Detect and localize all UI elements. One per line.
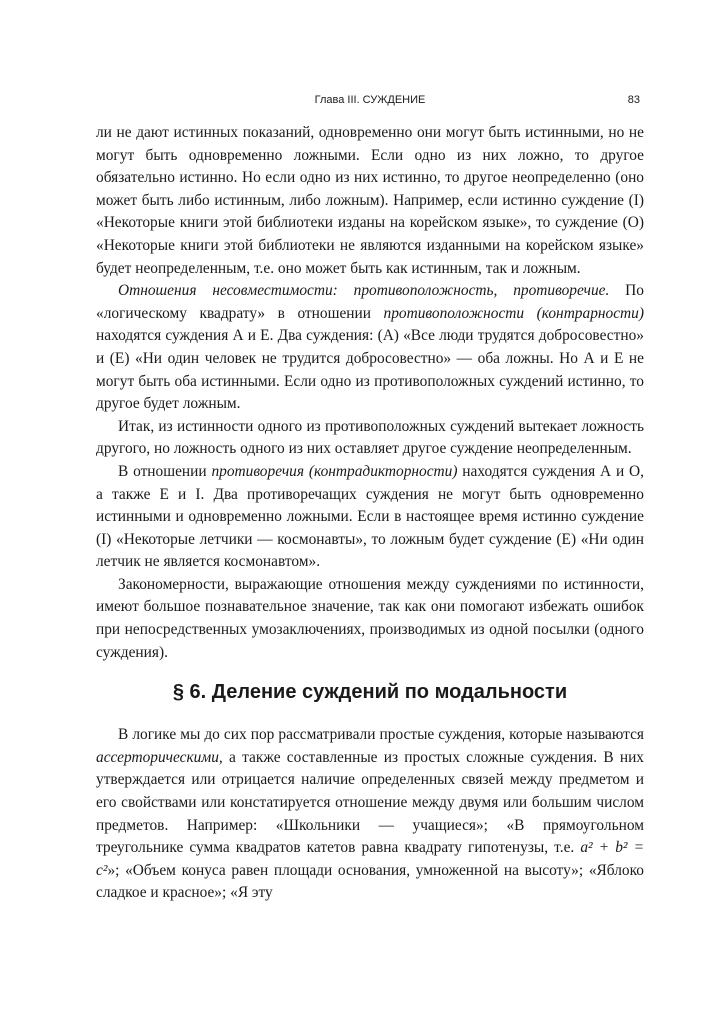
paragraph-2 xyxy=(96,280,644,416)
page-body xyxy=(96,122,644,905)
paragraph-4 xyxy=(96,461,644,574)
paragraph-4-text-a: В отношении xyxy=(118,462,212,480)
paragraph-2-term: противоположности (контрарности) xyxy=(383,304,644,322)
paragraph-1: ли не дают истинных показаний, одновременно они могут быть истинными, но не могут быть одновременно ложными. Если одно из них ложно, то другое обязательно истинно. Но если одно из них истинно, то другое неопределенно (оно может быть либо истинным, либо ложным). Например, если истинно суждение (I) «Некоторые книги этой библиотеки изданы на корейском языке», то суждение (О) «Некоторые книги этой библиотеки не являются изданными на корейском языке» будет неопределенным, т.е. оно может быть как истинным, так и ложным. xyxy=(96,124,644,277)
paragraph-6-text-b: а также составленные из простых сложные суждения. В них утверждается или отрицается наличие определенных связей между предметом и его свойствами или констатируется отношение между двумя или большим числом предметов. Например: «Школьники — учащиеся»; «В прямоугольном треугольнике сумма квадратов катетов равна квадрату гипотенузы, т.е. xyxy=(96,748,644,857)
section-heading: § 6. Деление суждений по модальности xyxy=(172,681,568,704)
paragraph-6-term: ассерторическими, xyxy=(96,748,223,766)
paragraph-2-lead: Отношения несовместимости: противоположность, противоречие. xyxy=(118,282,610,300)
running-header xyxy=(96,94,644,110)
paragraph-4-term: противоречия (контрадикторности) xyxy=(211,462,458,480)
paragraph-6-text-c: »; «Объем конуса равен площади основания, умноженной на высоту»; «Яблоко сладкое и красное»; «Я эту xyxy=(96,861,644,902)
paragraph-2-text-a: По «логическому квадрату» в отношении xyxy=(96,282,644,322)
paragraph-3: Итак, из истинности одного из противоположных суждений вытекает ложность другого, но ложность одного из них оставляет другое суждение неопределенным. xyxy=(96,417,644,458)
paragraph-6-text-a: В логике мы до сих пор рассматривали простые суждения, которые называются xyxy=(118,726,644,744)
paragraph-5: Закономерности, выражающие отношения между суждениями по истинности, имеют большое познавательное значение, так как они помогают избежать ошибок при непосредственных умозаключениях, производимых из одной посылки (одного суждения). xyxy=(96,575,644,661)
paragraph-2-text-b: находятся суждения А и Е. Два суждения: (А) «Все люди трудятся добросовестно» и (Е) «Ни один человек не трудится добросовестно» — оба ложны. Но А и Е не могут быть оба истинными. Если одно из противоположных суждений истинно, то другое будет ложным. xyxy=(96,327,644,413)
page-number: 83 xyxy=(627,94,640,106)
book-page xyxy=(96,0,644,1024)
chapter-title: Глава III. СУЖДЕНИЕ xyxy=(314,94,426,106)
paragraph-6 xyxy=(96,724,644,905)
paragraph-4-text-b: находятся суждения А и О, а также Е и I. Два противоречащих суждения не могут быть одновременно истинными и одновременно ложными. Если в настоящее время истинно суждение (I) «Некоторые летчики — космонавты», то ложным будет суждение (Е) «Ни один летчик не является космонавтом». xyxy=(96,462,644,571)
paragraph-6-formula: a² + b² = c² xyxy=(96,839,645,879)
